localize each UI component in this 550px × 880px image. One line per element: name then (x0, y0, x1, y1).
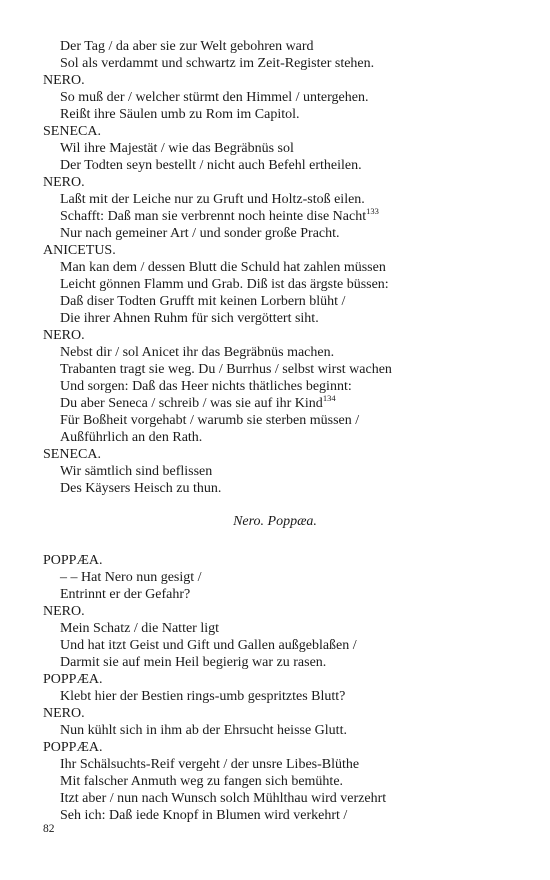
page-body (0, 38, 550, 824)
verse-line (0, 395, 550, 412)
speaker-name (0, 552, 550, 569)
line-text: Ihr Schälsuchts-Reif vergeht / der unsre Libes-Blüthe (60, 757, 360, 772)
verse-line (0, 106, 550, 123)
scene-heading: Nero. Poppæa. (233, 514, 317, 529)
verse-line (0, 773, 550, 790)
verse-line (0, 293, 550, 310)
line-text: Daß diser Todten Grufft mit keinen Lorbern blüht / (60, 294, 346, 309)
verse-line (0, 620, 550, 637)
line-text: Des Käysers Heisch zu thun. (60, 481, 222, 496)
verse-line (0, 480, 550, 497)
line-text: POPPÆA. (43, 553, 103, 568)
line-text: Man kan dem / dessen Blutt die Schuld hat zahlen müssen (60, 260, 386, 275)
verse-line (0, 654, 550, 671)
line-text: Der Todten seyn bestellt / nicht auch Befehl ertheilen. (60, 158, 362, 173)
verse-line (0, 157, 550, 174)
verse-line (0, 463, 550, 480)
speaker-name (0, 705, 550, 722)
line-text: Nun kühlt sich in ihm ab der Ehrsucht heisse Glutt. (60, 723, 347, 738)
line-text: So muß der / welcher stürmt den Himmel / untergehen. (60, 90, 369, 105)
line-text: Schafft: Daß man sie verbrennt noch heinte dise Nacht (60, 209, 367, 224)
line-text: Laßt mit der Leiche nur zu Gruft und Holtz-stoß eilen. (60, 192, 365, 207)
verse-line (0, 140, 550, 157)
verse-line (0, 225, 550, 242)
verse-line (0, 259, 550, 276)
line-text: Nur nach gemeiner Art / und sonder große Pracht. (60, 226, 340, 241)
line-text: Itzt aber / nun nach Wunsch solch Mühlthau wird verzehrt (60, 791, 387, 806)
verse-line (0, 756, 550, 773)
verse-line (0, 276, 550, 293)
speaker-name (0, 603, 550, 620)
line-text: Klebt hier der Bestien rings-umb gespritztes Blutt? (60, 689, 346, 704)
verse-line (0, 722, 550, 739)
line-text: Nebst dir / sol Anicet ihr das Begräbnüs machen. (60, 345, 335, 360)
verse-line (0, 89, 550, 106)
speaker-name (0, 72, 550, 89)
line-text: Der Tag / da aber sie zur Welt gebohren ward (60, 39, 314, 54)
verse-line (0, 208, 550, 225)
dialogue-block-2 (0, 552, 550, 824)
verse-line (0, 361, 550, 378)
line-text: Für Boßheit vorgehabt / warumb sie sterben müssen / (60, 413, 360, 428)
line-text: Wil ihre Majestät / wie das Begräbnüs sol (60, 141, 294, 156)
line-text: Reißt ihre Säulen umb zu Rom im Capitol. (60, 107, 300, 122)
speaker-name (0, 446, 550, 463)
line-text: NERO. (43, 706, 85, 721)
verse-line (0, 55, 550, 72)
dialogue-block-1 (0, 38, 550, 497)
line-text: Und sorgen: Daß das Heer nichts thätliches beginnt: (60, 379, 352, 394)
verse-line (0, 378, 550, 395)
line-text: Wir sämtlich sind beflissen (60, 464, 213, 479)
line-text: Und hat itzt Geist und Gift und Gallen außgeblaßen / (60, 638, 357, 653)
line-text: SENECA. (43, 124, 101, 139)
verse-line (0, 569, 550, 586)
line-text: Darmit sie auf mein Heil begierig war zu rasen. (60, 655, 327, 670)
line-text: Trabanten tragt sie weg. Du / Burrhus / selbst wirst wachen (60, 362, 392, 377)
verse-line (0, 790, 550, 807)
line-text: NERO. (43, 328, 85, 343)
line-text: Leicht gönnen Flamm und Grab. Diß ist das ärgste büssen: (60, 277, 389, 292)
line-text: Entrinnt er der Gefahr? (60, 587, 191, 602)
line-text: Mein Schatz / die Natter ligt (60, 621, 220, 636)
speaker-name (0, 174, 550, 191)
line-text: Mit falscher Anmuth weg zu fangen sich bemühte. (60, 774, 344, 789)
speaker-name (0, 242, 550, 259)
speaker-name (0, 327, 550, 344)
line-text: – – Hat Nero nun gesigt / (60, 570, 202, 585)
line-text: Die ihrer Ahnen Ruhm für sich vergöttert siht. (60, 311, 319, 326)
footnote-marker: 133 (366, 206, 379, 216)
verse-line (0, 344, 550, 361)
speaker-name (0, 739, 550, 756)
footnote-marker: 134 (322, 393, 336, 403)
line-text: POPPÆA. (43, 740, 103, 755)
line-text: ANICETUS. (43, 243, 116, 258)
line-text: NERO. (43, 73, 85, 88)
verse-line (0, 310, 550, 327)
verse-line (0, 191, 550, 208)
speaker-name (0, 671, 550, 688)
speaker-name (0, 123, 550, 140)
verse-line (0, 807, 550, 824)
verse-line (0, 38, 550, 55)
line-text: SENECA. (43, 447, 101, 462)
line-text: POPPÆA. (43, 672, 103, 687)
verse-line (0, 688, 550, 705)
verse-line (0, 429, 550, 446)
line-text: NERO. (43, 604, 85, 619)
page-number: 82 (43, 823, 55, 835)
line-text: NERO. (43, 175, 85, 190)
verse-line (0, 412, 550, 429)
line-text: Du aber Seneca / schreib / was sie auf ihr Kind (60, 396, 323, 411)
line-text: Sol als verdammt und schwartz im Zeit-Register stehen. (60, 56, 375, 71)
line-text: Außführlich an den Rath. (60, 430, 203, 445)
line-text: Seh ich: Daß iede Knopf in Blumen wird verkehrt / (60, 808, 348, 823)
verse-line (0, 637, 550, 654)
verse-line (0, 586, 550, 603)
